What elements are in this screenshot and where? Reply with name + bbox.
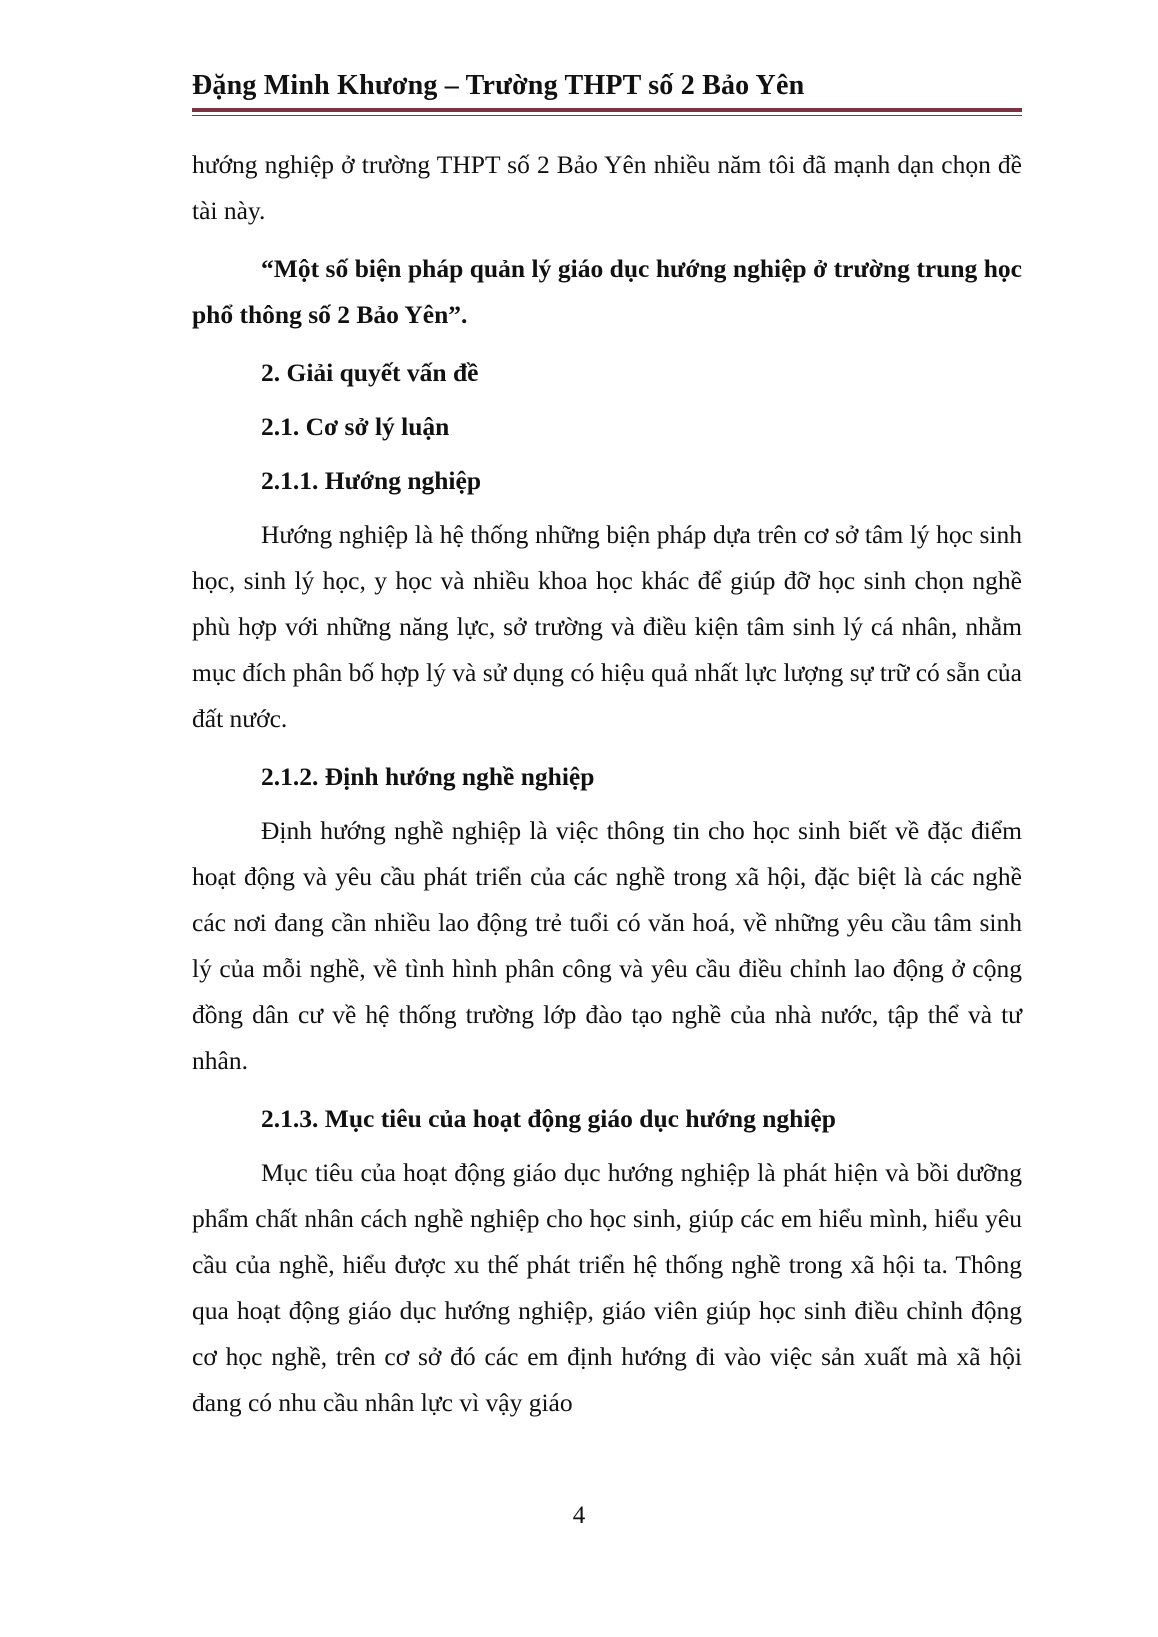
section-heading-2: 2. Giải quyết vấn đề (261, 358, 479, 387)
paragraph-2-1-2: Định hướng nghề nghiệp là việc thông tin cho học sinh biết về đặc điểm hoạt động và yêu cầu phát triển của các nghề trong xã hội, đặc biệt là các nghề các nơi đang cần nhiều lao động trẻ tuổi có văn hoá, về những yêu cầu tâm sinh lý của mỗi nghề, về tình hình phân công và yêu cầu điều chỉnh lao động ở cộng đồng dân cư về hệ thống trường lớp đào tạo nghề của nhà nước, tập thể và tư nhân. (192, 816, 1022, 1075)
section-heading-2-1: 2.1. Cơ sở lý luận (261, 412, 450, 441)
paragraph-2-1-1: Hướng nghiệp là hệ thống những biện pháp dựa trên cơ sở tâm lý học sinh học, sinh lý học, y học và nhiều khoa học khác để giúp đỡ học sinh chọn nghề phù hợp với những năng lực, sở trường và điều kiện tâm sinh lý cá nhân, nhằm mục đích phân bố hợp lý và sử dụng có hiệu quả nhất lực lượng sự trữ có sẵn của đất nước. (192, 520, 1022, 733)
intro-paragraph: hướng nghiệp ở trường THPT số 2 Bảo Yên nhiều năm tôi đã mạnh dạn chọn đề tài này. (192, 150, 1022, 225)
page-number: 4 (572, 1502, 586, 1529)
header-title: Đặng Minh Khương – Trường THPT số 2 Bảo Yên (192, 70, 805, 101)
section-heading-2-1-1: 2.1.1. Hướng nghiệp (261, 466, 482, 495)
paragraph-2-1-3: Mục tiêu của hoạt động giáo dục hướng nghiệp là phát hiện và bồi dưỡng phẩm chất nhân cách nghề nghiệp cho học sinh, giúp các em hiểu mình, hiểu yêu cầu của nghề, hiểu được xu thế phát triển hệ thống nghề trong xã hội ta. Thông qua hoạt động giáo dục hướng nghiệp, giáo viên giúp học sinh điều chỉnh động cơ học nghề, trên cơ sở đó các em định hướng đi vào việc sản xuất mà xã hội đang có nhu cầu nhân lực vì vậy giáo (192, 1158, 1022, 1417)
section-heading-2-1-3: 2.1.3. Mục tiêu của hoạt động giáo dục hướng nghiệp (261, 1104, 836, 1133)
page-header (192, 68, 1022, 104)
section-heading-2-1-2: 2.1.2. Định hướng nghề nghiệp (261, 762, 595, 791)
header-rule-thin (192, 115, 1022, 116)
topic-title: “Một số biện pháp quản lý giáo dục hướng nghiệp ở trường trung học phổ thông số 2 Bảo Yên”. (192, 254, 1022, 329)
page-content (192, 142, 1022, 1438)
header-rule-thick (192, 108, 1022, 112)
